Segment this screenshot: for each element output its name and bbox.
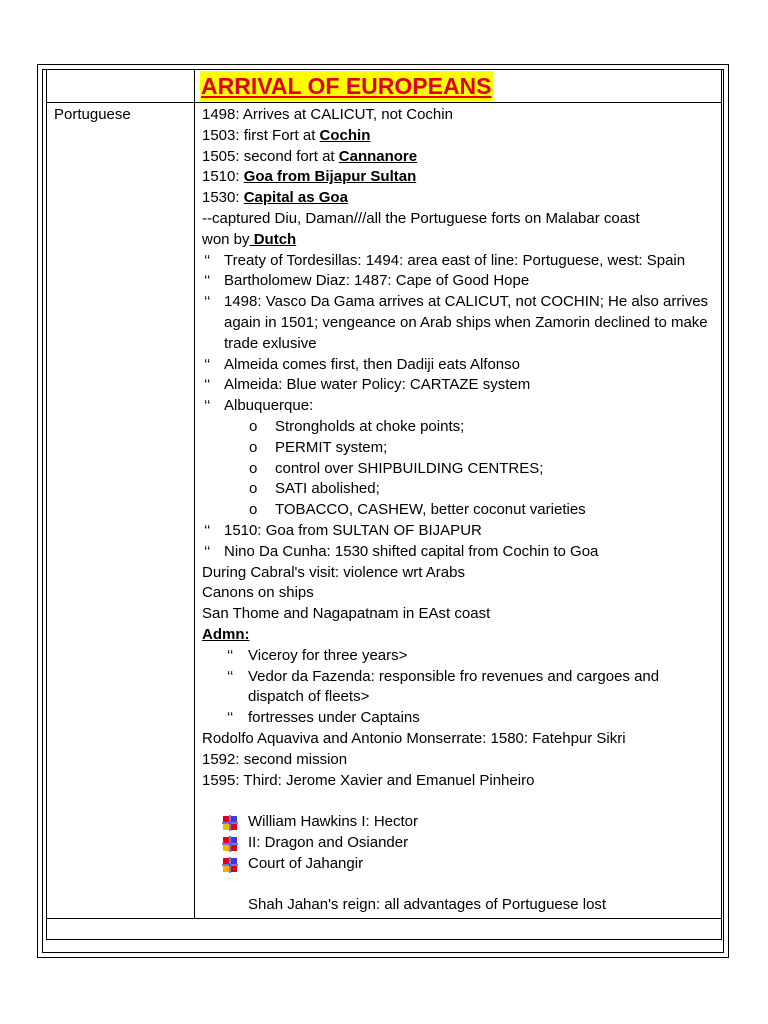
text-span: won by — [202, 230, 250, 248]
text-line — [202, 188, 717, 209]
emphasis-text: Cochin — [319, 126, 371, 144]
title-row — [47, 70, 722, 103]
page-title: ARRIVAL OF EUROPEANS — [201, 73, 492, 99]
circle-marker: o — [249, 480, 258, 498]
bullet-text: TOBACCO, CASHEW, better coconut varieties — [275, 501, 586, 519]
footer-cell — [47, 919, 722, 940]
text-line: San Thome and Nagapatnam in EAst coast — [202, 605, 491, 623]
text-span: 1505: second fort at — [202, 147, 339, 165]
bullet-marker: ‘‘ — [204, 376, 211, 394]
text-line: Canons on ships — [202, 584, 314, 602]
circle-marker: o — [249, 417, 258, 435]
admn-heading: Admn: — [202, 625, 250, 643]
empty-header-cell — [47, 70, 195, 103]
title-cell — [195, 70, 722, 103]
circle-bullet — [202, 438, 717, 459]
content-cell — [195, 103, 722, 919]
bullet-marker: ‘‘ — [227, 709, 234, 727]
bullet-marker: ‘‘ — [204, 521, 211, 539]
bullet-marker: ‘‘ — [204, 272, 211, 290]
bullet-marker: ‘‘ — [204, 397, 211, 415]
text-line — [202, 147, 717, 168]
quote-bullet — [202, 355, 717, 376]
quote-bullet — [202, 251, 717, 272]
text-span: 1503: first Fort at — [202, 126, 320, 144]
bullet-text: Strongholds at choke points; — [275, 417, 465, 435]
circle-marker: o — [249, 438, 258, 456]
bullet-text: Treaty of Tordesillas: 1494: area east of line: Portuguese, west: Spain — [224, 251, 686, 269]
emphasis-text: Capital as Goa — [243, 189, 348, 207]
quote-bullet — [202, 396, 717, 417]
closing-line: Shah Jahan's reign: all advantages of Portuguese lost — [248, 896, 607, 914]
quote-bullet — [202, 708, 717, 729]
bullet-text: Almeida comes first, then Dadiji eats Alfonso — [224, 355, 520, 373]
bullet-text: SATI abolished; — [275, 480, 380, 498]
notes-table — [46, 69, 722, 940]
quote-bullet — [202, 292, 717, 354]
bullet-text: Viceroy for three years> — [248, 646, 408, 664]
diamond-bullet-icon — [222, 815, 238, 831]
bullet-text: Bartholomew Diaz: 1487: Cape of Good Hope — [224, 272, 530, 290]
bullet-text: Nino Da Cunha: 1530 shifted capital from Cochin to Goa — [224, 542, 599, 560]
bullet-text: 1498: Vasco Da Gama arrives at CALICUT, not COCHIN; He also arrives again in 1501; vengeance on Arab ships when Zamorin declined to make trade exlusive — [224, 293, 709, 352]
text-line — [202, 625, 717, 646]
text-span: 1530: — [202, 189, 244, 207]
diamond-bullet — [202, 854, 717, 875]
bullet-marker: ‘‘ — [227, 667, 234, 685]
bullet-text: Vedor da Fazenda: responsible fro revenues and cargoes and dispatch of fleets> — [248, 667, 660, 706]
bullet-text: PERMIT system; — [275, 438, 388, 456]
bullet-marker: ‘‘ — [227, 646, 234, 664]
bullet-marker: ‘‘ — [204, 542, 211, 560]
circle-bullet — [202, 500, 717, 521]
bullet-text: control over SHIPBUILDING CENTRES; — [275, 459, 544, 477]
text-line: 1592: second mission — [202, 750, 348, 768]
text-line: 1498: Arrives at CALICUT, not Cochin — [202, 106, 453, 123]
bullet-text: Court of Jahangir — [248, 854, 364, 872]
circle-marker: o — [249, 501, 258, 519]
bullet-text: 1510: Goa from SULTAN OF BIJAPUR — [224, 521, 482, 539]
text-line — [202, 230, 717, 251]
bullet-marker: ‘‘ — [204, 293, 211, 311]
row-label: Portuguese — [47, 103, 195, 919]
footer-row — [47, 919, 722, 940]
diamond-bullet — [202, 812, 717, 833]
bullet-marker: ‘‘ — [204, 355, 211, 373]
blank-line — [202, 874, 717, 895]
bullet-text: Albuquerque: — [224, 397, 314, 415]
bullet-marker: ‘‘ — [204, 251, 211, 269]
diamond-bullet — [202, 833, 717, 854]
text-line — [202, 126, 717, 147]
emphasis-text: Goa from Bijapur Sultan — [243, 168, 417, 186]
bullet-text: II: Dragon and Osiander — [248, 833, 409, 851]
blank-line — [202, 791, 717, 812]
emphasis-text: Cannanore — [338, 147, 418, 165]
diamond-bullet-icon — [222, 836, 238, 852]
bullet-text: William Hawkins I: Hector — [248, 813, 419, 831]
portuguese-row — [47, 103, 722, 919]
text-line: During Cabral's visit: violence wrt Arabs — [202, 563, 465, 581]
quote-bullet — [202, 646, 717, 667]
emphasis-text: Dutch — [249, 230, 297, 248]
text-span: 1510: — [202, 168, 244, 186]
quote-bullet — [202, 667, 717, 709]
circle-bullet — [202, 459, 717, 480]
circle-marker: o — [249, 459, 258, 477]
quote-bullet — [202, 271, 717, 292]
text-line: 1595: Third: Jerome Xavier and Emanuel Pinheiro — [202, 771, 535, 789]
quote-bullet — [202, 521, 717, 542]
circle-bullet — [202, 479, 717, 500]
quote-bullet — [202, 542, 717, 563]
circle-bullet — [202, 417, 717, 438]
quote-bullet — [202, 375, 717, 396]
bullet-text: fortresses under Captains — [248, 709, 420, 727]
bullet-text: Almeida: Blue water Policy: CARTAZE system — [224, 376, 531, 394]
text-line: --captured Diu, Daman///all the Portuguese forts on Malabar coast — [202, 209, 640, 227]
text-line: Rodolfo Aquaviva and Antonio Monserrate: 1580: Fatehpur Sikri — [202, 729, 626, 747]
diamond-bullet-icon — [222, 857, 238, 873]
text-line — [202, 167, 717, 188]
